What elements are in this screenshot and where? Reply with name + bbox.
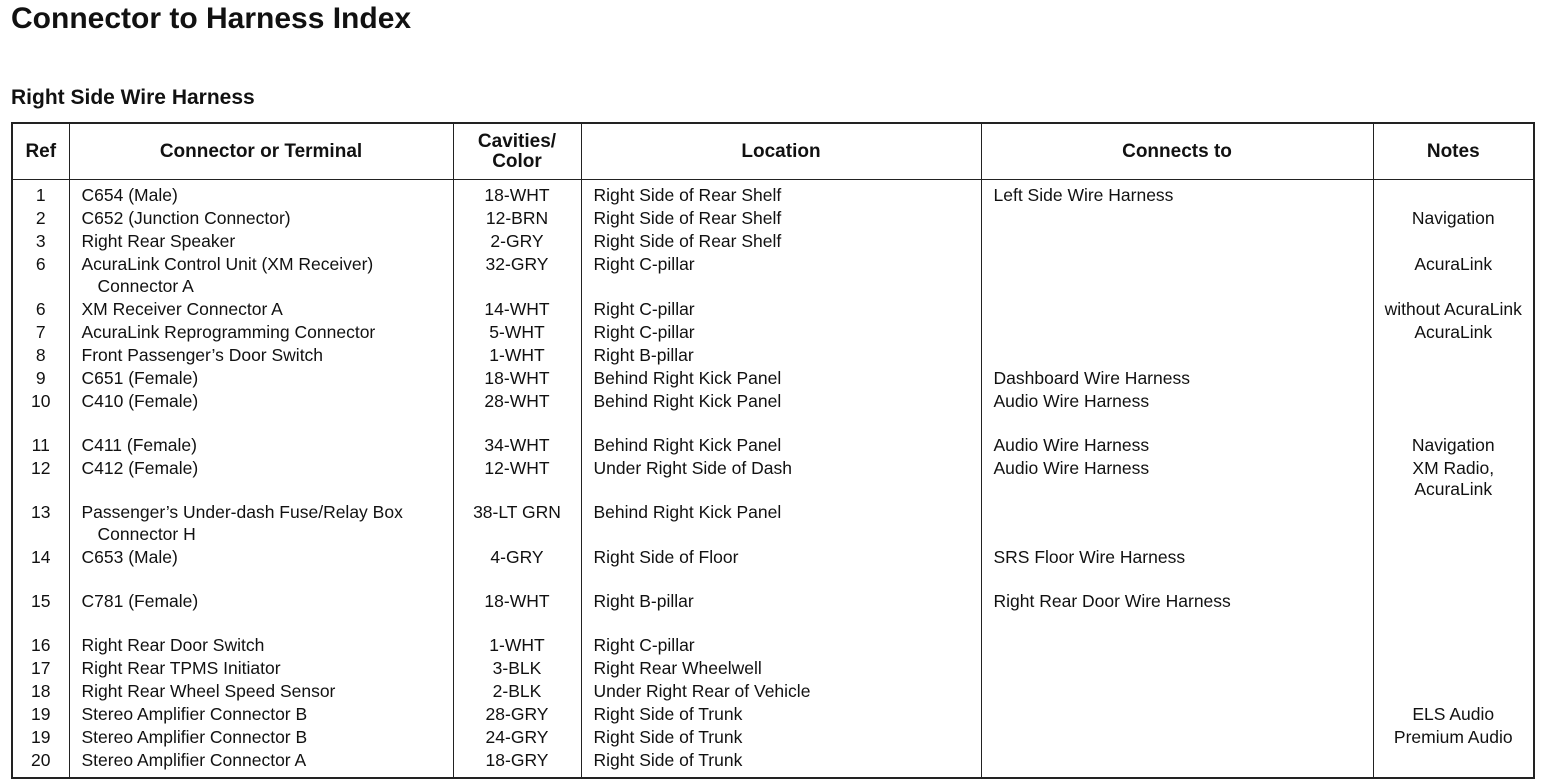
cell-connects-to: [981, 207, 1373, 230]
cell-location: [581, 568, 981, 612]
cell-cavities-text: 12-WHT: [484, 457, 550, 478]
cell-ref: [12, 545, 69, 568]
cell-ref-text: 1: [35, 185, 46, 205]
cell-ref: [12, 656, 69, 679]
cell-connector-line2: Connector H: [97, 523, 196, 544]
cell-connector: [69, 656, 453, 679]
cell-ref: [12, 343, 69, 366]
cell-notes: [1373, 679, 1534, 702]
cell-notes-text: ELS Audio: [1412, 703, 1495, 724]
header-ref: Ref: [12, 123, 69, 180]
cell-connector-text: C411 (Female): [81, 434, 197, 455]
table-row: [12, 612, 1534, 656]
cell-location: [581, 389, 981, 412]
cell-connects-to-text: Audio Wire Harness: [993, 457, 1150, 478]
cell-location: [581, 366, 981, 389]
cell-cavities: [453, 568, 581, 612]
cell-cavities-text: 18-GRY: [485, 749, 549, 770]
cell-connects-to: [981, 656, 1373, 679]
cell-ref-text: 20: [31, 749, 51, 770]
cell-notes: [1373, 297, 1534, 320]
table-row: [12, 656, 1534, 679]
cell-cavities: [453, 545, 581, 568]
cell-location: [581, 456, 981, 501]
cell-ref-text: 8: [35, 344, 46, 365]
cell-location: [581, 656, 981, 679]
cell-ref: [12, 366, 69, 389]
cell-connector-text: XM Receiver Connector A: [81, 298, 283, 319]
cell-ref: [12, 568, 69, 612]
cell-ref-text: 10: [31, 390, 51, 411]
cell-location-text: Right Side of Floor: [593, 546, 739, 567]
cell-cavities: [453, 501, 581, 546]
header-location: Location: [581, 123, 981, 180]
cell-cavities: [453, 366, 581, 389]
cell-connector: [69, 612, 453, 656]
cell-ref-text: 18: [31, 680, 51, 701]
cell-notes: [1373, 725, 1534, 748]
cell-location: [581, 725, 981, 748]
cell-cavities-text: 18-WHT: [484, 367, 550, 388]
cell-connector: [69, 366, 453, 389]
cell-connects-to-text: Dashboard Wire Harness: [993, 367, 1190, 388]
cell-cavities: [453, 748, 581, 778]
cell-connector: [69, 343, 453, 366]
cell-connector: [69, 207, 453, 230]
cell-cavities-text: 34-WHT: [484, 434, 550, 455]
cell-cavities-text: 2-BLK: [492, 680, 542, 701]
cell-cavities: [453, 389, 581, 412]
cell-location: [581, 320, 981, 343]
cell-location: [581, 679, 981, 702]
cell-connector-text: Right Rear Door Switch: [81, 634, 265, 655]
table-row: [12, 207, 1534, 230]
cell-connector-text: AcuraLink Control Unit (XM Receiver): [81, 254, 374, 274]
cell-cavities: [453, 207, 581, 230]
cell-cavities: [453, 297, 581, 320]
cell-connects-to: [981, 343, 1373, 366]
cell-cavities-text: 3-BLK: [492, 657, 542, 678]
cell-connects-to: [981, 612, 1373, 656]
cell-ref: [12, 180, 69, 207]
cell-cavities-text: 1-WHT: [489, 344, 545, 365]
cell-ref-text: 13: [31, 502, 51, 522]
cell-connects-to: [981, 501, 1373, 546]
cell-connects-to: [981, 568, 1373, 612]
cell-cavities: [453, 656, 581, 679]
cell-connects-to: [981, 320, 1373, 343]
cell-cavities-text: 14-WHT: [484, 298, 550, 319]
cell-location-text: Right B-pillar: [593, 590, 694, 611]
cell-ref-text: 15: [31, 590, 51, 611]
cell-location-text: Right B-pillar: [593, 344, 694, 365]
cell-connects-to: [981, 725, 1373, 748]
page-title: Connector to Harness Index: [11, 2, 412, 35]
cell-notes: [1373, 501, 1534, 546]
cell-cavities-text: 18-WHT: [484, 185, 550, 205]
table-row: [12, 253, 1534, 298]
header-cavities-line2: Color: [492, 150, 542, 172]
cell-ref: [12, 320, 69, 343]
cell-connects-to-text: Right Rear Door Wire Harness: [993, 590, 1231, 611]
cell-connector: [69, 545, 453, 568]
cell-ref-text: 19: [31, 703, 51, 724]
cell-connects-to: [981, 748, 1373, 778]
cell-ref-text: 16: [31, 634, 51, 655]
cell-notes: [1373, 207, 1534, 230]
cell-cavities: [453, 230, 581, 253]
table-row: [12, 456, 1534, 501]
cell-location: [581, 702, 981, 725]
header-cavities: [453, 123, 581, 180]
cell-connector-text: Front Passenger’s Door Switch: [81, 344, 324, 365]
cell-connects-to: [981, 366, 1373, 389]
cell-notes: [1373, 702, 1534, 725]
cell-notes: [1373, 412, 1534, 456]
cell-ref-text: 3: [35, 231, 46, 251]
cell-connects-to: [981, 297, 1373, 320]
cell-location: [581, 545, 981, 568]
cell-connects-to: [981, 230, 1373, 253]
cell-ref: [12, 389, 69, 412]
cell-connector: [69, 748, 453, 778]
cell-ref: [12, 612, 69, 656]
cell-notes: [1373, 545, 1534, 568]
cell-ref: [12, 456, 69, 501]
cell-location-text: Right C-pillar: [593, 254, 695, 274]
cell-location: [581, 230, 981, 253]
cell-connector-text: C654 (Male): [81, 185, 178, 205]
cell-cavities: [453, 702, 581, 725]
cell-cavities: [453, 612, 581, 656]
header-notes: Notes: [1373, 123, 1534, 180]
cell-connector-text: C410 (Female): [81, 390, 199, 411]
cell-connector-text: Right Rear Speaker: [81, 231, 236, 251]
cell-connector-text: Stereo Amplifier Connector B: [81, 703, 308, 724]
header-row: [12, 123, 1534, 180]
table-row: [12, 702, 1534, 725]
cell-ref-text: 14: [31, 546, 51, 567]
cell-ref: [12, 230, 69, 253]
cell-location-text: Under Right Side of Dash: [593, 457, 792, 478]
cell-cavities: [453, 456, 581, 501]
cell-connector: [69, 297, 453, 320]
cell-notes: [1373, 366, 1534, 389]
harness-table: [11, 122, 1535, 779]
cell-connector: [69, 456, 453, 501]
cell-cavities-text: 38-LT GRN: [473, 502, 561, 522]
cell-ref: [12, 501, 69, 546]
cell-location-text: Right Side of Rear Shelf: [593, 231, 782, 251]
cell-location-text: Right Side of Trunk: [593, 703, 743, 724]
cell-cavities: [453, 679, 581, 702]
cell-cavities-text: 2-GRY: [490, 231, 544, 251]
cell-connector-text: Right Rear TPMS Initiator: [81, 657, 281, 678]
table-row: [12, 568, 1534, 612]
cell-connects-to: [981, 545, 1373, 568]
cell-notes-text: AcuraLink: [1414, 254, 1493, 274]
cell-connects-to: [981, 180, 1373, 207]
cell-connector: [69, 389, 453, 412]
cell-connector-text: C651 (Female): [81, 367, 199, 388]
cell-location-text: Right C-pillar: [593, 321, 695, 342]
cell-connects-to: [981, 702, 1373, 725]
cell-cavities: [453, 180, 581, 207]
table-row: [12, 412, 1534, 456]
cell-connector: [69, 679, 453, 702]
cell-connector-text: C653 (Male): [81, 546, 178, 567]
cell-notes: [1373, 456, 1534, 501]
cell-notes: [1373, 656, 1534, 679]
cell-notes: [1373, 568, 1534, 612]
cell-location-text: Right Rear Wheelwell: [593, 657, 762, 678]
cell-connects-to-text: Audio Wire Harness: [993, 390, 1150, 411]
cell-connects-to-text: Audio Wire Harness: [993, 434, 1150, 455]
cell-location: [581, 180, 981, 207]
cell-location: [581, 412, 981, 456]
cell-ref-text: 2: [35, 208, 46, 228]
cell-location-text: Behind Right Kick Panel: [593, 502, 782, 522]
cell-notes-line2: AcuraLink: [1414, 479, 1493, 499]
cell-connector-text: AcuraLink Reprogramming Connector: [81, 321, 376, 342]
table-row: [12, 545, 1534, 568]
table-row: [12, 679, 1534, 702]
cell-ref-text: 11: [31, 434, 50, 455]
cell-location-text: Behind Right Kick Panel: [593, 434, 782, 455]
cell-ref: [12, 253, 69, 298]
cell-location: [581, 253, 981, 298]
cell-connects-to: [981, 456, 1373, 501]
cell-ref-text: 6: [35, 254, 46, 274]
header-cavities-line1: Cavities/: [477, 130, 557, 152]
cell-location: [581, 207, 981, 230]
cell-connector: [69, 568, 453, 612]
cell-notes: [1373, 343, 1534, 366]
cell-notes-text: Navigation: [1411, 208, 1495, 228]
cell-ref: [12, 412, 69, 456]
cell-connector: [69, 725, 453, 748]
cell-connector: [69, 180, 453, 207]
cell-connects-to: [981, 389, 1373, 412]
table-row: [12, 297, 1534, 320]
cell-connects-to-text: SRS Floor Wire Harness: [993, 546, 1186, 567]
cell-notes: [1373, 180, 1534, 207]
cell-cavities-text: 1-WHT: [489, 634, 545, 655]
cell-location-text: Behind Right Kick Panel: [593, 367, 782, 388]
cell-ref: [12, 702, 69, 725]
cell-connects-to: [981, 412, 1373, 456]
cell-location-text: Right Side of Rear Shelf: [593, 185, 782, 205]
cell-connector-text: C781 (Female): [81, 590, 199, 611]
cell-location: [581, 343, 981, 366]
cell-notes-text: Navigation: [1411, 434, 1495, 455]
cell-location-text: Under Right Rear of Vehicle: [593, 680, 811, 701]
cell-notes: [1373, 389, 1534, 412]
cell-location: [581, 748, 981, 778]
cell-connector: [69, 230, 453, 253]
cell-cavities: [453, 343, 581, 366]
cell-location: [581, 612, 981, 656]
cell-cavities: [453, 412, 581, 456]
cell-connector: [69, 702, 453, 725]
section-title: Right Side Wire Harness: [11, 86, 255, 109]
cell-cavities: [453, 253, 581, 298]
cell-location-text: Right Side of Trunk: [593, 726, 743, 747]
cell-notes: [1373, 748, 1534, 778]
cell-connector-line2: Connector A: [97, 275, 194, 296]
cell-location-text: Right C-pillar: [593, 634, 695, 655]
table-row: [12, 320, 1534, 343]
cell-ref: [12, 679, 69, 702]
cell-connector: [69, 253, 453, 298]
cell-location-text: Right Side of Rear Shelf: [593, 208, 782, 228]
table-row: [12, 725, 1534, 748]
cell-ref-text: 7: [35, 321, 46, 342]
cell-connector-text: Passenger’s Under-dash Fuse/Relay Box: [81, 502, 403, 522]
cell-ref-text: 9: [35, 367, 46, 388]
cell-ref-text: 19: [31, 726, 51, 747]
cell-notes: [1373, 320, 1534, 343]
cell-ref-text: 17: [31, 657, 51, 678]
table-row: [12, 748, 1534, 778]
cell-notes-text: XM Radio,: [1412, 457, 1495, 478]
cell-location-text: Right C-pillar: [593, 298, 695, 319]
cell-cavities-text: 12-BRN: [485, 208, 549, 228]
table-row: [12, 366, 1534, 389]
table-row: [12, 501, 1534, 546]
table-row: [12, 343, 1534, 366]
cell-connector-text: Stereo Amplifier Connector B: [81, 726, 308, 747]
cell-cavities: [453, 725, 581, 748]
cell-location-text: Behind Right Kick Panel: [593, 390, 782, 411]
cell-notes: [1373, 230, 1534, 253]
header-connector: Connector or Terminal: [69, 123, 453, 180]
cell-connector: [69, 412, 453, 456]
cell-connector: [69, 320, 453, 343]
table-body: [12, 180, 1534, 779]
cell-cavities: [453, 320, 581, 343]
cell-cavities-text: 24-GRY: [485, 726, 549, 747]
cell-ref: [12, 207, 69, 230]
cell-cavities-text: 28-GRY: [485, 703, 549, 724]
cell-notes: [1373, 253, 1534, 298]
cell-cavities-text: 4-GRY: [490, 546, 544, 567]
cell-cavities-text: 5-WHT: [489, 321, 545, 342]
cell-ref: [12, 297, 69, 320]
cell-ref-text: 12: [31, 457, 51, 478]
cell-notes-text: Premium Audio: [1393, 726, 1513, 747]
table-row: [12, 230, 1534, 253]
cell-notes-text: without AcuraLink: [1384, 298, 1522, 319]
cell-connector-text: Stereo Amplifier Connector A: [81, 749, 307, 770]
table-row: [12, 180, 1534, 207]
cell-cavities-text: 28-WHT: [484, 390, 550, 411]
cell-notes-text: AcuraLink: [1414, 321, 1493, 342]
cell-ref: [12, 725, 69, 748]
cell-connector-text: C412 (Female): [81, 457, 199, 478]
cell-cavities-text: 18-WHT: [484, 590, 550, 611]
cell-connector-text: Right Rear Wheel Speed Sensor: [81, 680, 336, 701]
table-row: [12, 389, 1534, 412]
cell-notes: [1373, 612, 1534, 656]
cell-ref: [12, 748, 69, 778]
cell-connector: [69, 501, 453, 546]
cell-location-text: Right Side of Trunk: [593, 749, 743, 770]
cell-connector-text: C652 (Junction Connector): [81, 208, 291, 228]
cell-location: [581, 501, 981, 546]
header-connects-to: Connects to: [981, 123, 1373, 180]
cell-ref-text: 6: [35, 298, 46, 319]
cell-connects-to: [981, 253, 1373, 298]
cell-cavities-text: 32-GRY: [485, 254, 549, 274]
cell-connects-to-text: Left Side Wire Harness: [993, 185, 1174, 205]
cell-connects-to: [981, 679, 1373, 702]
cell-location: [581, 297, 981, 320]
